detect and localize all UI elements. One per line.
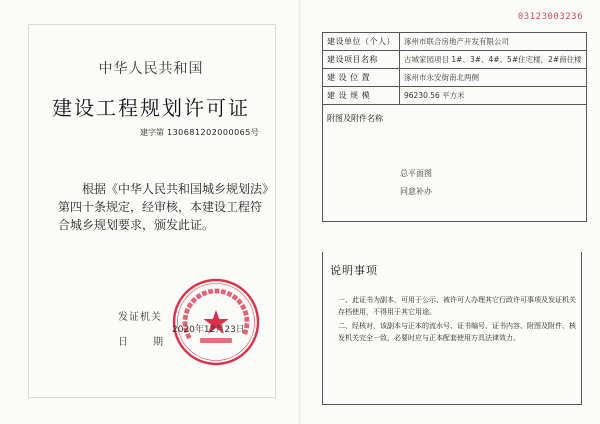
attachments-cell bbox=[323, 105, 587, 222]
seal-arc-mark bbox=[236, 298, 243, 305]
seal-arc-mark bbox=[244, 317, 249, 322]
table-row bbox=[323, 105, 587, 222]
attachment-item: 总平面图 bbox=[400, 169, 432, 178]
seal-arc-mark bbox=[195, 293, 202, 300]
date-label-char-1: 日 bbox=[118, 337, 128, 348]
seal-arc-mark bbox=[214, 289, 219, 294]
cert-title: 建设工程规划许可证 bbox=[52, 96, 250, 120]
seal-arc-mark bbox=[184, 308, 190, 314]
note-item: 二、经核对，该副本与正本的流水号、证书编号、证书内容、附图及附件、核发机关完全一致，必要时应与正本配套使用方具法律效力。 bbox=[338, 322, 576, 342]
attachments-label: 附图及附件名称 bbox=[327, 114, 383, 123]
project-info-table bbox=[322, 32, 587, 222]
seal-arc-mark bbox=[190, 297, 197, 304]
row-value-project-name: 古城家园项目 1#、3#、4#、5#住宅楼，2#商住楼 bbox=[400, 51, 587, 69]
seal-arc-mark bbox=[220, 289, 226, 295]
issue-date: 2020年12月23日 bbox=[172, 325, 245, 335]
cert-number-suffix: 号 bbox=[250, 128, 259, 137]
seal-arc-mark bbox=[183, 315, 188, 320]
row-label-scale: 建 设 规 模 bbox=[323, 87, 400, 105]
cert-number: 130681202000065 bbox=[167, 128, 251, 137]
page-fold bbox=[299, 0, 301, 424]
seal-arc-mark bbox=[208, 289, 214, 295]
cert-number-row bbox=[140, 127, 259, 138]
row-value-scale: 96230.56 平方米 bbox=[400, 87, 587, 105]
table-row bbox=[323, 69, 587, 87]
row-label-location: 建 设 位 置 bbox=[323, 69, 400, 87]
row-value-applicant: 涿州市联合房地产开发有限公司 bbox=[400, 33, 587, 51]
seal-bottom-bar bbox=[200, 338, 232, 343]
seal-arc-mark bbox=[243, 310, 249, 316]
seal-arc-mark bbox=[231, 294, 238, 301]
seal-arc-mark bbox=[201, 290, 207, 296]
body-paragraph: 根据《中华人民共和国城乡规划法》第四十条规定，经审核，本建设工程符合城乡规划要求，颁发此证。 bbox=[58, 182, 269, 232]
row-label-project-name: 建设项目名称 bbox=[323, 51, 400, 69]
issuer-label: 发证机关 bbox=[118, 312, 162, 323]
serial-number: 03123003236 bbox=[517, 12, 583, 22]
seal-arc-mark bbox=[226, 291, 232, 297]
row-value-location: 涿州市永安街南北两侧 bbox=[400, 69, 587, 87]
cert-number-label: 建字第 bbox=[140, 128, 164, 137]
attachment-item: 同意补办 bbox=[400, 187, 432, 196]
date-label-char-2: 期 bbox=[153, 337, 163, 348]
table-row bbox=[323, 33, 587, 51]
row-label-applicant: 建设单位（个人） bbox=[323, 33, 400, 51]
seal-arc-mark bbox=[240, 304, 247, 311]
notes-title: 说明事项 bbox=[330, 264, 378, 277]
date-label bbox=[118, 333, 163, 348]
body-paragraph-block bbox=[58, 180, 273, 234]
seal-arc-mark bbox=[187, 302, 194, 309]
table-row bbox=[323, 51, 587, 69]
gov-title: 中华人民共和国 bbox=[98, 61, 204, 77]
table-row bbox=[323, 87, 587, 105]
note-item: 一、此证书为副本，可用于公示、被许可人办理其它行政许可事项及发证机关存档使用，不得用于其它用途。 bbox=[338, 296, 576, 316]
